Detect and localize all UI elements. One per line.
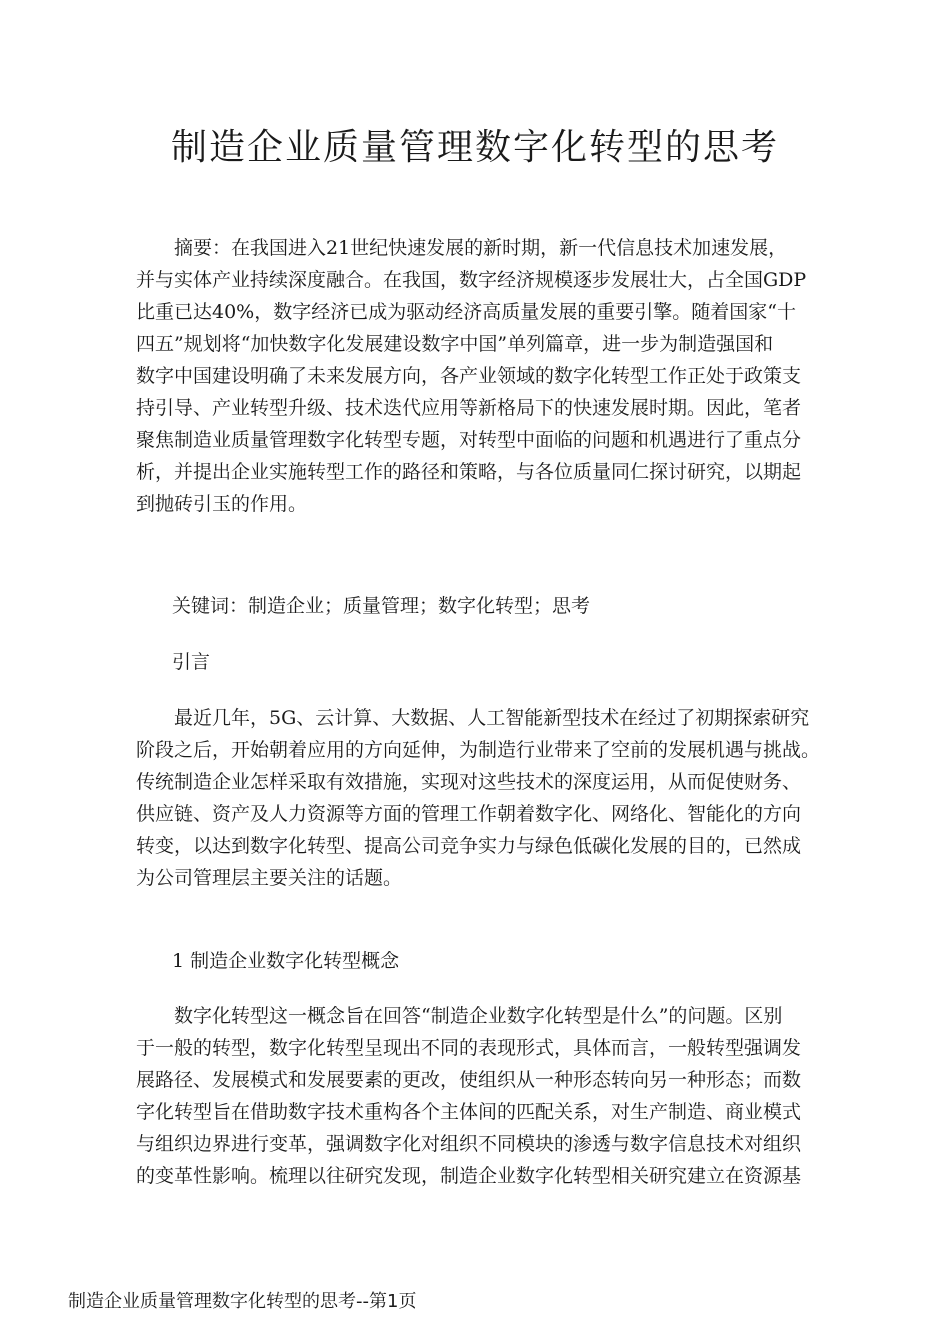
text-line: 传统制造企业怎样采取有效措施，实现对这些技术的深度运用，从而促使财务、 — [136, 771, 802, 793]
text-line: 阶段之后，开始朝着应用的方向延伸，为制造行业带来了空前的发展机遇与挑战。 — [136, 739, 821, 761]
text-line: 数字化转型这一概念旨在回答“制造企业数字化转型是什么”的问题。区别 — [136, 1005, 783, 1027]
abstract-paragraph — [136, 232, 806, 520]
text-line: 字化转型旨在借助数字技术重构各个主体间的匹配关系，对生产制造、商业模式 — [136, 1101, 802, 1123]
section-1-paragraph — [136, 1000, 801, 1192]
text-line: 为公司管理层主要关注的话题。 — [136, 867, 403, 889]
text-line: 聚焦制造业质量管理数字化转型专题，对转型中面临的问题和机遇进行了重点分 — [136, 429, 802, 451]
intro-heading: 引言 — [172, 651, 211, 673]
text-line: 最近几年，5G、云计算、大数据、人工智能新型技术在经过了初期探索研究 — [136, 707, 810, 729]
text-line: 供应链、资产及人力资源等方面的管理工作朝着数字化、网络化、智能化的方向 — [136, 803, 802, 825]
text-line: 到抛砖引玉的作用。 — [136, 493, 308, 515]
intro-paragraph — [136, 702, 820, 894]
page-footer: 制造企业质量管理数字化转型的思考--第1页 — [68, 1291, 417, 1312]
document-title: 制造企业质量管理数字化转型的思考 — [170, 127, 779, 168]
text-line: 摘要：在我国进入21世纪快速发展的新时期，新一代信息技术加速发展， — [136, 237, 788, 259]
text-line: 转变，以达到数字化转型、提高公司竞争实力与绿色低碳化发展的目的，已然成 — [136, 835, 802, 857]
text-line: 比重已达40%，数字经济已成为驱动经济高质量发展的重要引擎。随着国家“十 — [136, 301, 796, 323]
text-line: 展路径、发展模式和发展要素的更改，使组织从一种形态转向另一种形态；而数 — [136, 1069, 802, 1091]
text-line: 数字中国建设明确了未来发展方向，各产业领域的数字化转型工作正处于政策支 — [136, 365, 802, 387]
text-line: 四五”规划将“加快数字化发展建设数字中国”单列篇章，进一步为制造强国和 — [136, 333, 774, 355]
text-line: 持引导、产业转型升级、技术迭代应用等新格局下的快速发展时期。因此，笔者 — [136, 397, 802, 419]
text-line: 与组织边界进行变革，强调数字化对组织不同模块的渗透与数字信息技术对组织 — [136, 1133, 802, 1155]
text-line: 的变革性影响。梳理以往研究发现，制造企业数字化转型相关研究建立在资源基 — [136, 1165, 802, 1187]
text-line: 析，并提出企业实施转型工作的路径和策略，与各位质量同仁探讨研究，以期起 — [136, 461, 802, 483]
text-line: 于一般的转型，数字化转型呈现出不同的表现形式，具体而言，一般转型强调发 — [136, 1037, 802, 1059]
text-line: 并与实体产业持续深度融合。在我国，数字经济规模逐步发展壮大，占全国GDP — [136, 269, 807, 291]
section-1-heading: 1 制造企业数字化转型概念 — [172, 950, 400, 972]
keywords-line: 关键词：制造企业；质量管理；数字化转型；思考 — [172, 595, 591, 617]
